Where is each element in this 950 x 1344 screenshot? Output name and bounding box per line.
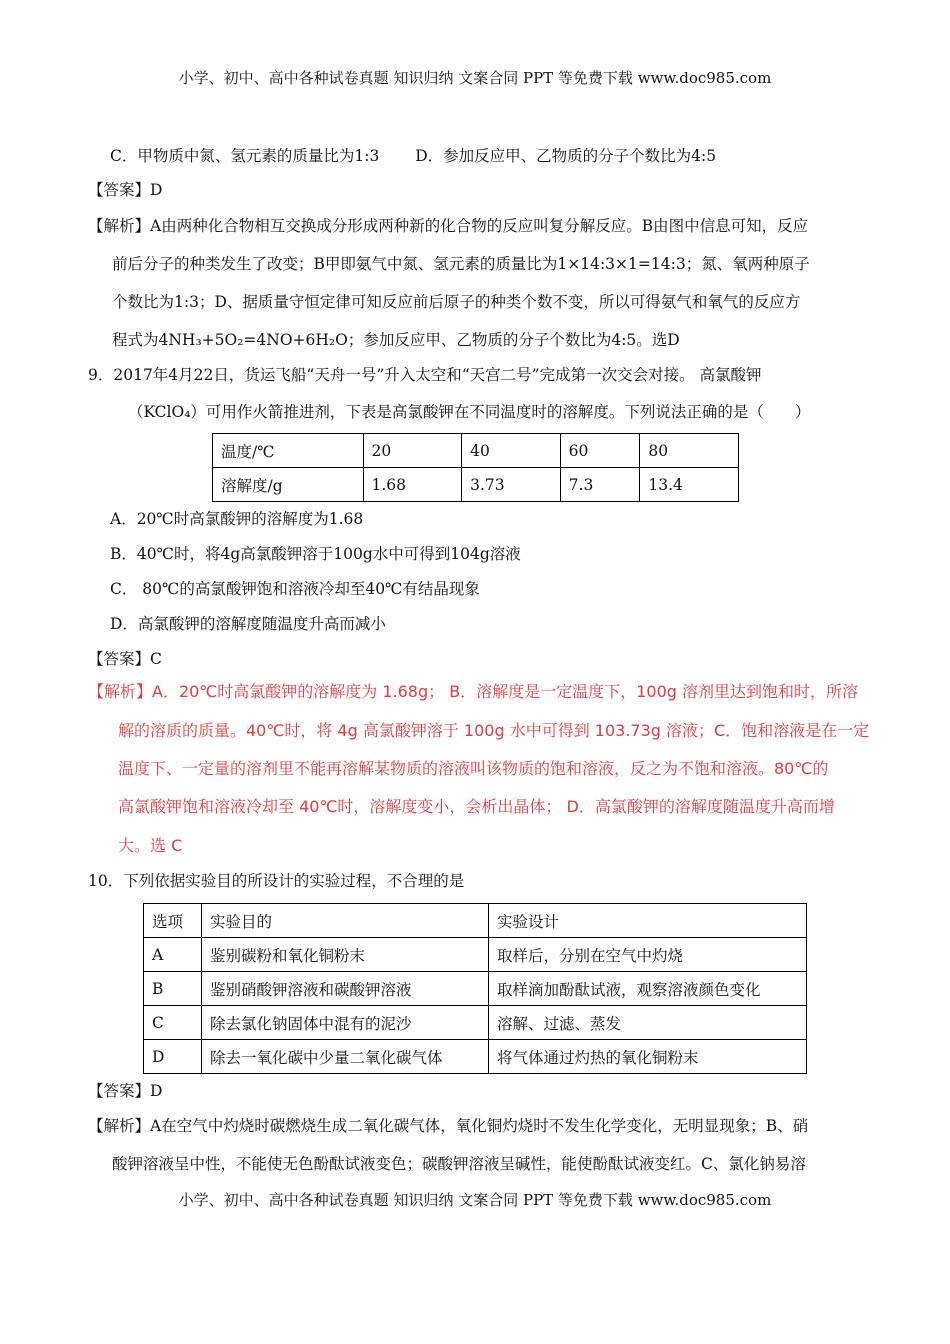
table-row	[144, 904, 807, 938]
q9-option: C． 80℃的高氯酸钾饱和溶液冷却至40℃有结晶现象	[110, 580, 480, 598]
table-cell: 7.3	[560, 468, 640, 502]
table-cell: 实验目的	[202, 904, 489, 938]
q8-answer: 【答案】D	[88, 181, 163, 199]
q10-analysis-line: 酸钾溶液呈中性，不能使无色酚酞试液变色；碳酸钾溶液呈碱性，能使酚酞试液变红。C、氯化钠易溶	[112, 1155, 806, 1173]
q8-analysis-line: 个数比为1:3；D、据质量守恒定律可知反应前后原子的种类个数不变，所以可得氨气和氧气的反应方	[112, 293, 801, 311]
table-cell: 取样滴加酚酞试液，观察溶液颜色变化	[489, 972, 807, 1006]
table-cell: 1.68	[363, 468, 462, 502]
table-cell: 20	[363, 434, 462, 468]
q9-option: D．高氯酸钾的溶解度随温度升高而减小	[110, 615, 386, 633]
q9-analysis-line: 解的溶质的质量。40℃时，将 4g 高氯酸钾溶于 100g 水中可得到 103.73g 溶液；C．饱和溶液是在一定	[118, 721, 870, 740]
table-cell: 80	[640, 434, 739, 468]
table-cell: 除去一氧化碳中少量二氧化碳气体	[202, 1040, 489, 1074]
page-footer: 小学、初中、高中各种试卷真题 知识归纳 文案合同 PPT 等免费下载 www.doc985.com	[178, 1191, 772, 1209]
table-row	[144, 938, 807, 972]
q8-analysis-line: 前后分子的种类发生了改变；B甲即氨气中氮、氢元素的质量比为1×14:3×1=14:3；氮、氧两种原子	[112, 255, 810, 273]
table-row	[213, 468, 739, 502]
table-row	[144, 1040, 807, 1074]
table-cell: 60	[560, 434, 640, 468]
q9-option: B．40℃时，将4g高氯酸钾溶于100g水中可得到104g溶液	[110, 545, 521, 563]
q9-analysis-line: 高氯酸钾饱和溶液冷却至 40℃时，溶解度变小，会析出晶体； D．高氯酸钾的溶解度随温度升高而增	[118, 797, 835, 816]
q10-analysis-line: 【解析】A在空气中灼烧时碳燃烧生成二氧化碳气体，氧化铜灼烧时不发生化学变化，无明显现象；B、硝	[88, 1117, 809, 1135]
table-cell: 13.4	[640, 468, 739, 502]
table-cell: 溶解、过滤、蒸发	[489, 1006, 807, 1040]
table-cell: A	[144, 938, 202, 972]
q9-analysis-line: 温度下、一定量的溶剂里不能再溶解某物质的溶液叫该物质的饱和溶液，反之为不饱和溶液。80℃的	[118, 759, 829, 778]
table-cell: 实验设计	[489, 904, 807, 938]
table-cell: 除去氯化钠固体中混有的泥沙	[202, 1006, 489, 1040]
table-cell: B	[144, 972, 202, 1006]
table-cell: 鉴别硝酸钾溶液和碳酸钾溶液	[202, 972, 489, 1006]
table-cell: 溶解度/g	[213, 468, 364, 502]
page-header: 小学、初中、高中各种试卷真题 知识归纳 文案合同 PPT 等免费下载 www.doc985.com	[178, 69, 772, 87]
q9-stem: 9．2017年4月22日，货运飞船“天舟一号”升入太空和“天宫二号”完成第一次交会对接。 高氯酸钾	[88, 366, 762, 384]
q9-answer: 【答案】C	[88, 650, 162, 668]
table-cell: C	[144, 1006, 202, 1040]
table-cell: 取样后，分别在空气中灼烧	[489, 938, 807, 972]
q9-stem: （KClO₄）可用作火箭推进剂，下表是高氯酸钾在不同温度时的溶解度。下列说法正确的是（ ）	[128, 403, 811, 421]
table-cell: D	[144, 1040, 202, 1074]
q10-answer: 【答案】D	[88, 1082, 163, 1100]
q9-analysis-line: 大。选 C	[118, 836, 183, 855]
table-cell: 40	[462, 434, 561, 468]
q8-analysis-line: 【解析】A由两种化合物相互交换成分形成两种新的化合物的反应叫复分解反应。B由图中信息可知，反应	[88, 217, 809, 235]
table-row	[144, 1006, 807, 1040]
table-cell: 温度/℃	[213, 434, 364, 468]
table-row	[144, 972, 807, 1006]
q9-analysis-line: 【解析】A．20℃时高氯酸钾的溶解度为 1.68g； B．溶解度是一定温度下，100g 溶剂里达到饱和时，所溶	[88, 682, 858, 701]
solubility-table	[212, 433, 739, 502]
q10-stem: 10．下列依据实验目的所设计的实验过程，不合理的是	[88, 872, 465, 890]
table-cell: 将气体通过灼热的氧化铜粉末	[489, 1040, 807, 1074]
q8-analysis-line: 程式为4NH₃+5O₂=4NO+6H₂O；参加反应甲、乙物质的分子个数比为4:5。选D	[112, 331, 680, 349]
table-cell: 鉴别碳粉和氧化铜粉末	[202, 938, 489, 972]
table-cell: 选项	[144, 904, 202, 938]
experiment-table	[143, 903, 807, 1074]
q9-option: A．20℃时高氯酸钾的溶解度为1.68	[110, 510, 364, 528]
table-cell: 3.73	[462, 468, 561, 502]
q8-options: C．甲物质中氮、氢元素的质量比为1:3 D．参加反应甲、乙物质的分子个数比为4:5	[110, 147, 717, 165]
table-row	[213, 434, 739, 468]
